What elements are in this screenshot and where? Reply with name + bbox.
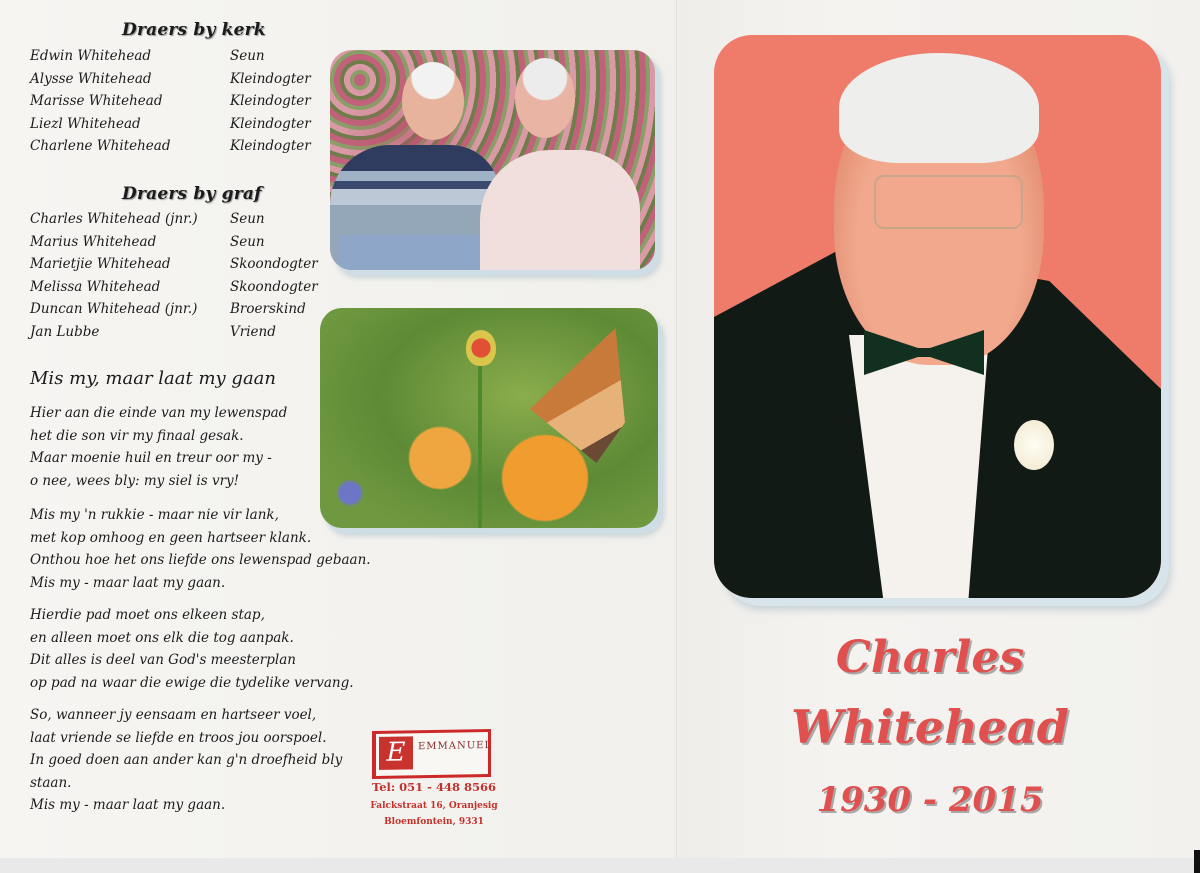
poem-line: Hierdie pad moet ons elkeen stap, [30,607,265,623]
list-item [30,208,340,231]
list-item [30,135,340,158]
carriers-church-list [30,45,340,158]
portrait-photo [714,35,1161,598]
list-item [30,90,340,113]
bearer-name: Edwin Whitehead [30,48,152,64]
butterfly-flower-photo [320,308,658,528]
bearer-name: Marietjie Whitehead [30,256,171,272]
poem-line: Hier aan die einde van my lewenspad [30,405,288,421]
carriers-church-title: Draers by kerk [122,20,266,40]
poem-line: en alleen moet ons elk die tog aanpak. [30,629,294,646]
couple-photo [330,50,655,270]
poem-line: So, wanneer jy eensaam en hartseer voel, [30,707,317,723]
poem-line: het die son vir my finaal gesak. [30,427,244,444]
poem-line: staan. [30,774,72,791]
bearer-name: Charles Whitehead (jnr.) [30,211,198,227]
scan-edge [1194,850,1200,873]
poem-line: Mis my 'n rukkie - maar nie vir lank, [30,507,279,523]
butterfly-icon [530,328,625,463]
list-item [30,253,340,276]
bearer-relation: Broerskind [230,301,306,317]
logo-letter-icon: E [379,736,413,770]
bearer-name: Liezl Whitehead [30,115,141,132]
poem-line: met kop omhoog en geen hartseer klank. [30,529,312,546]
list-item [30,298,340,321]
photo-detail [466,330,496,366]
bearer-relation: Skoondogter [230,278,318,295]
photo-detail [340,235,480,270]
funeral-home-address-2: Bloemfontein, 9331 [384,817,484,827]
poem-line: op pad na waar die ewige die tydelike vervang. [30,674,354,691]
bearer-relation: Kleindogter [230,70,311,87]
list-item [30,68,340,91]
list-item [30,45,340,68]
poem-stanza [30,504,371,594]
life-dates: 1930 - 2015 [816,780,1044,820]
photo-detail [402,62,464,140]
list-item [30,276,340,299]
poem-line: Mis my - maar laat my gaan. [30,574,226,591]
photo-detail [478,363,482,528]
carriers-grave-title: Draers by graf [122,184,262,204]
bearer-relation: Seun [230,233,265,250]
deceased-last-name: Whitehead [791,700,1069,754]
bearer-relation: Seun [230,211,265,227]
list-item [30,321,340,344]
rose-icon [1014,420,1054,470]
bearer-relation: Kleindogter [230,115,311,132]
bearer-relation: Kleindogter [230,93,311,109]
glasses-icon [874,175,1023,229]
scan-edge [0,858,1200,873]
bearer-name: Melissa Whitehead [30,278,161,295]
deceased-first-name: Charles [835,632,1025,683]
poem-line: o nee, wees bly: my siel is vry! [30,472,240,489]
bearer-relation: Vriend [230,323,276,340]
bearer-name: Jan Lubbe [30,323,100,340]
funeral-home-tel: Tel: 051 - 448 8566 [372,780,496,794]
poem-stanza [30,402,287,492]
bearer-relation: Kleindogter [230,138,311,154]
poem-line: laat vriende se liefde en troos jou oorspoel. [30,729,327,746]
poem-stanza [30,704,342,817]
bearer-name: Charlene Whitehead [30,138,171,154]
bearer-name: Duncan Whitehead (jnr.) [30,301,198,317]
bearer-relation: Seun [230,48,265,64]
photo-detail [515,58,575,138]
poem-line: Maar moenie huil en treur oor my - [30,450,272,466]
poem-line: Mis my - maar laat my gaan. [30,797,226,813]
logo-name: EMMANUEL [418,739,493,753]
poem-line: Onthou hoe het ons liefde ons lewenspad gebaan. [30,552,371,568]
funeral-home-address-1: Falckstraat 16, Oranjesig [370,801,498,811]
poem-title: Mis my, maar laat my gaan [30,368,277,389]
bearer-name: Alysse Whitehead [30,70,152,87]
photo-detail [839,53,1039,163]
bearer-relation: Skoondogter [230,256,318,272]
carriers-grave-list [30,208,340,343]
poem-line: Dit alles is deel van God's meesterplan [30,652,296,668]
list-item [30,113,340,136]
list-item [30,231,340,254]
photo-detail [480,150,640,270]
poem-line: In goed doen aan ander kan g'n droefheid bly [30,752,343,768]
poem-stanza [30,604,354,694]
funeral-home-logo [372,729,491,779]
bearer-name: Marius Whitehead [30,233,157,250]
bearer-name: Marisse Whitehead [30,93,163,109]
